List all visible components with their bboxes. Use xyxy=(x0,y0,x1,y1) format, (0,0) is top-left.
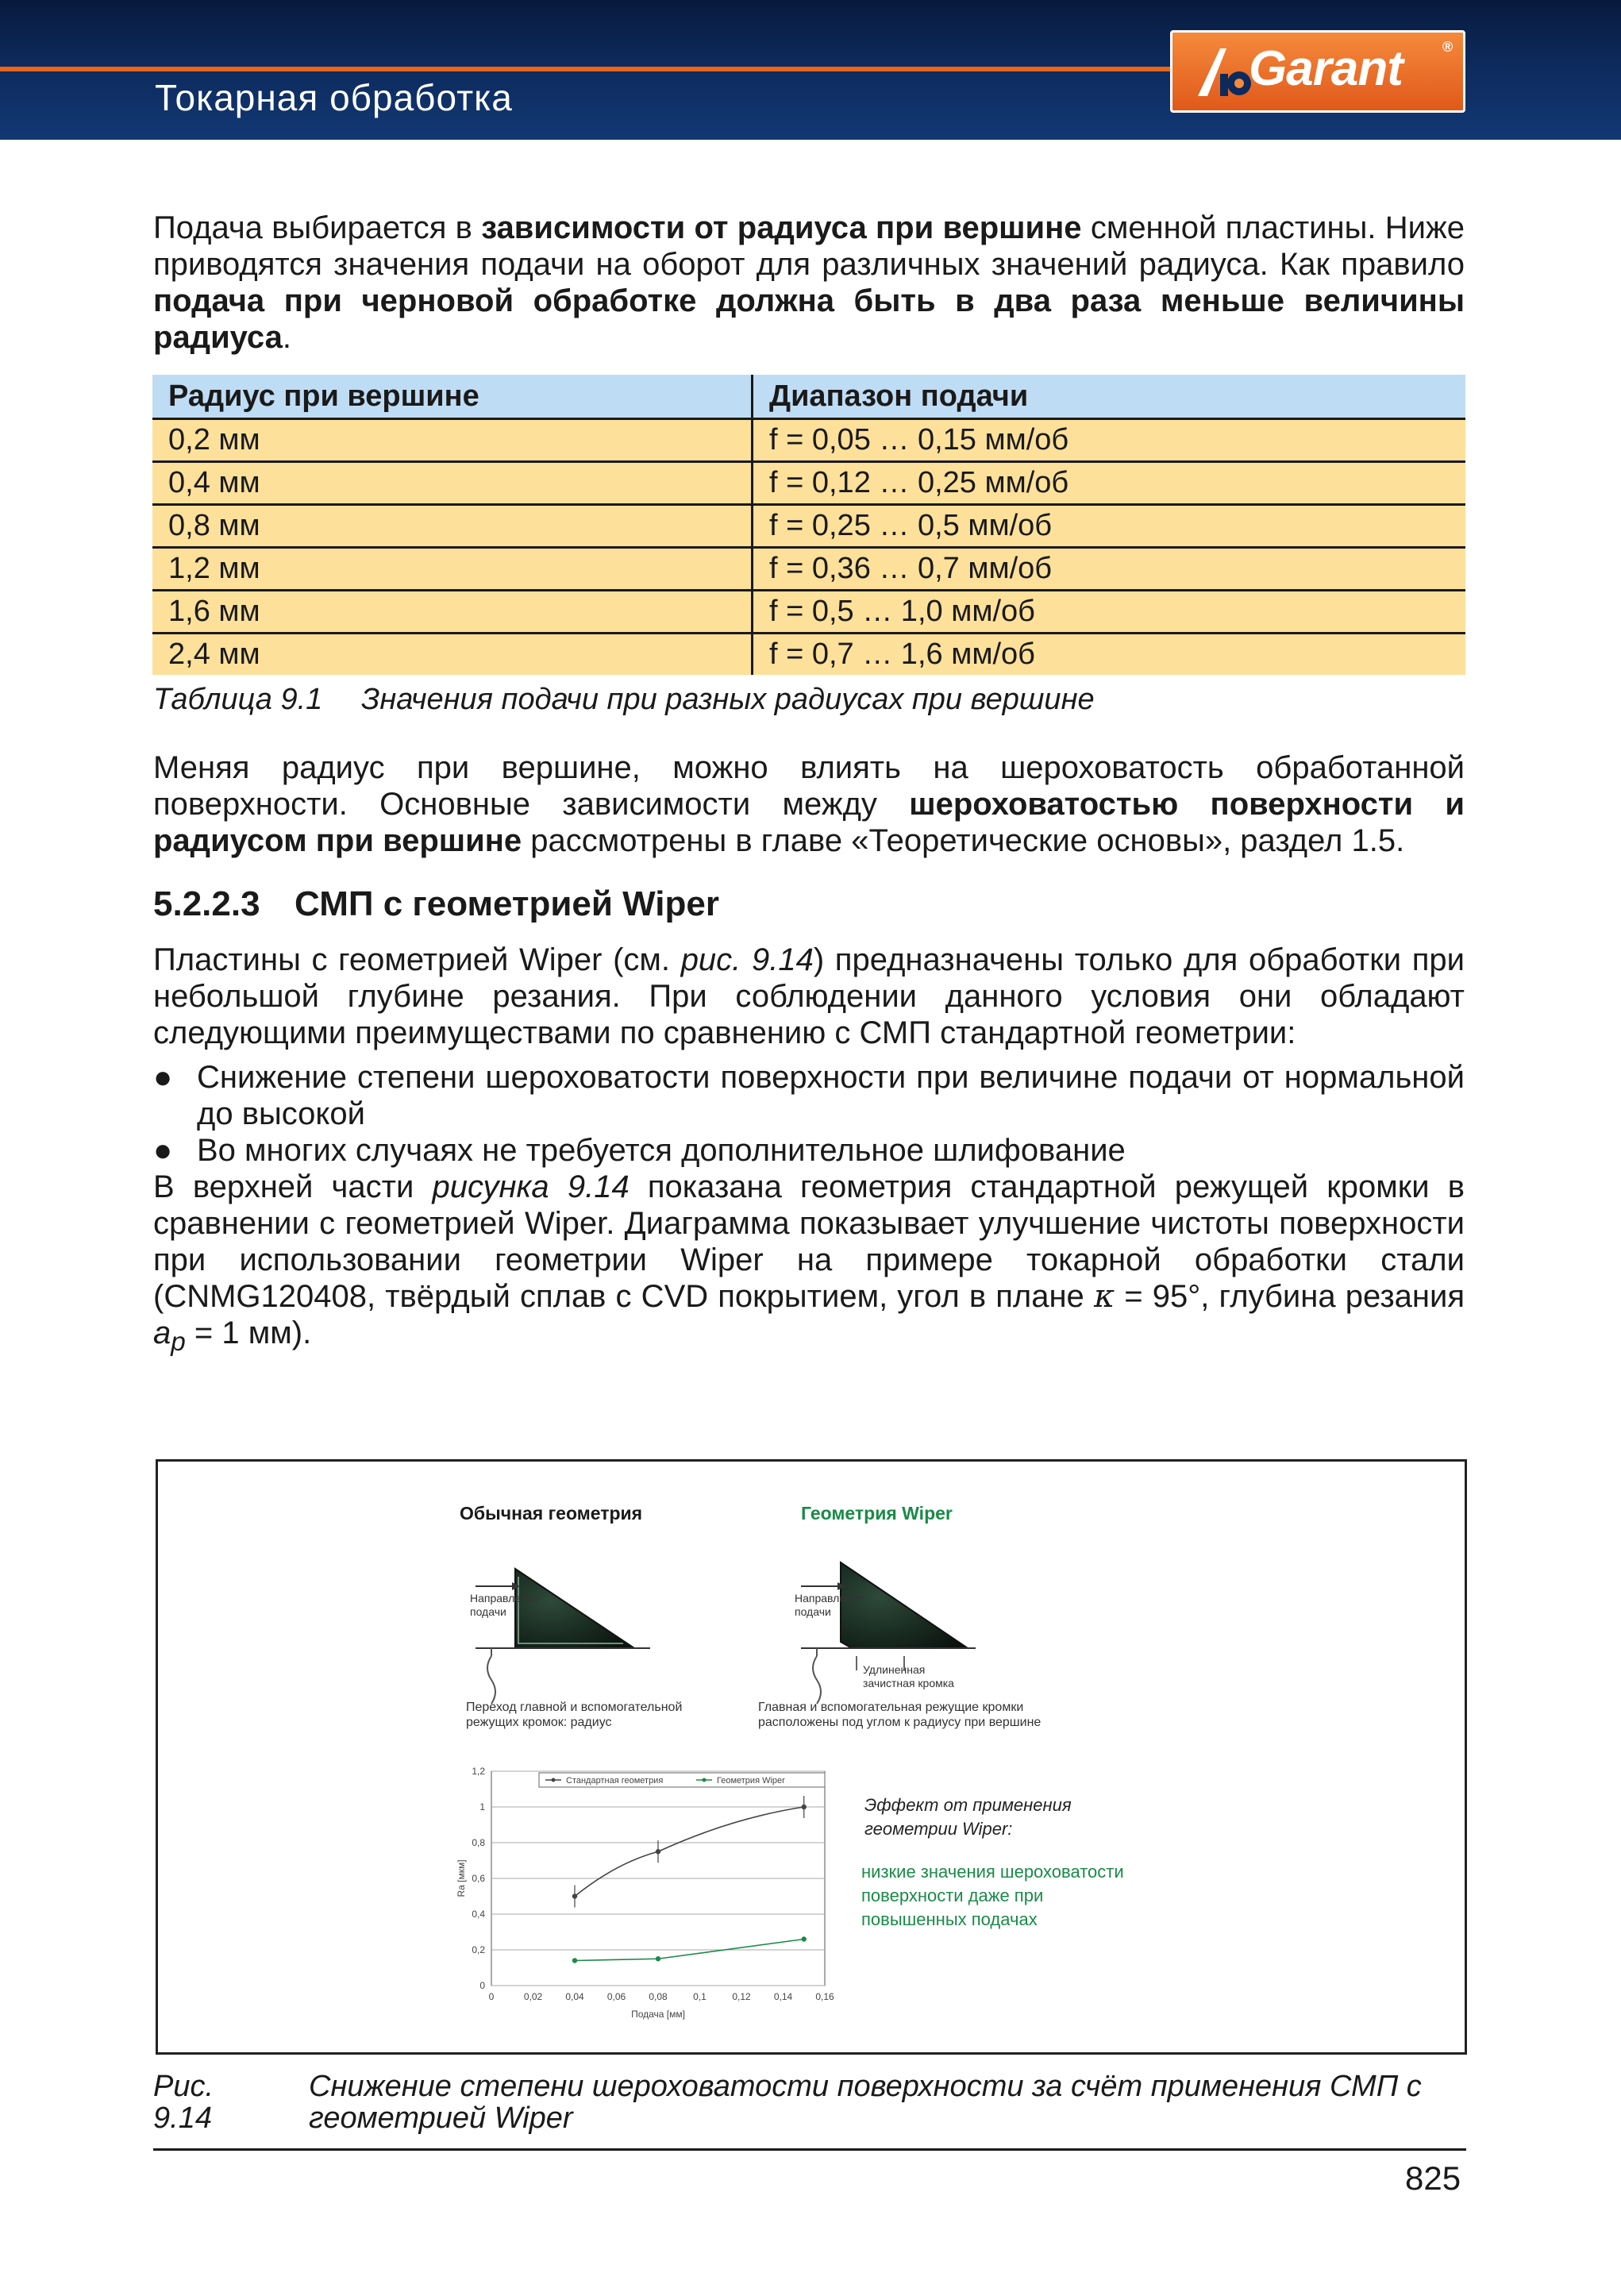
table-row xyxy=(152,634,1465,676)
page-number: 825 xyxy=(1405,2159,1461,2197)
intro-paragraph xyxy=(153,210,1465,356)
table-row xyxy=(152,419,1465,462)
table-row xyxy=(152,505,1465,548)
chart-x-axis-label: Подача [мм] xyxy=(631,2009,685,2020)
feed-cell: f = 0,05 … 0,15 мм/об xyxy=(753,419,1466,462)
para2-text-1: Меняя радиус при вершине, можно влиять на шероховатость обработанной поверхности. Основные зависимости между xyxy=(153,750,1465,822)
chart-legend-marker xyxy=(552,1778,556,1782)
chart-grid xyxy=(491,1771,825,1986)
table-row xyxy=(152,548,1465,591)
table-row xyxy=(152,462,1465,505)
feed-cell: f = 0,25 … 0,5 мм/об xyxy=(753,505,1466,548)
list-item xyxy=(153,1132,1465,1169)
chart-x-tick-label: 0,1 xyxy=(693,1991,707,2002)
intro-text-2: сменной пластины. Ниже приводятся значения подачи на оборот для различных значений радиуса. Как правило xyxy=(153,210,1465,282)
kappa-symbol: κ xyxy=(1093,1278,1115,1315)
table-caption-number: Таблица 9.1 xyxy=(153,683,323,716)
bullet-icon: ● xyxy=(153,1060,173,1095)
chart-y-axis-label: Ra [мкм] xyxy=(456,1859,467,1897)
para3-text-1: Пластины с геометрией Wiper (см. xyxy=(153,942,681,977)
standard-geometry-caption: Переход главной и вспомогательной режущих кромок: радиус xyxy=(466,1701,683,1729)
chart-legend-marker xyxy=(703,1778,707,1782)
para4-text-4: = 1 мм). xyxy=(185,1316,312,1350)
chart-description-paragraph xyxy=(153,1169,1465,1361)
figure-caption-text: Снижение степени шероховатости поверхности за счёт применения СМП с геометрией Wiper xyxy=(309,2070,1422,2135)
section-title: СМП с геометрией Wiper xyxy=(295,884,719,923)
chart-legend-label: Геометрия Wiper xyxy=(717,1776,785,1786)
feed-cell: f = 0,12 … 0,25 мм/об xyxy=(753,462,1466,505)
table-header-cell: Радиус при вершине xyxy=(152,375,753,419)
chart-x-tick-label: 0,12 xyxy=(732,1991,751,2002)
chart-data-point xyxy=(802,1936,807,1941)
list-item xyxy=(153,1059,1465,1132)
table-header-cell: Диапазон подачи xyxy=(753,375,1466,419)
radius-cell: 0,4 мм xyxy=(152,462,753,505)
para4-text-3: = 95°, глубина резания xyxy=(1115,1279,1465,1314)
intro-bold-1: зависимости от радиуса при вершине xyxy=(481,210,1082,245)
figure-reference: рис. 9.14 xyxy=(680,942,814,977)
radius-cell: 0,2 мм xyxy=(152,419,753,462)
radius-cell: 0,8 мм xyxy=(152,505,753,548)
figure-9-14 xyxy=(156,1459,1467,2055)
effect-description: низкие значения шероховатости поверхности даже при повышенных подачах xyxy=(861,1862,1124,1929)
section-number: 5.2.2.3 xyxy=(153,884,260,923)
standard-geometry-title: Обычная геометрия xyxy=(460,1503,643,1524)
chart-x-tick-label: 0,08 xyxy=(649,1991,668,2002)
garant-logo xyxy=(1170,30,1465,113)
wiper-feed-direction-label: Направление подачи xyxy=(795,1592,864,1618)
para4-text-1: В верхней части xyxy=(153,1169,433,1204)
wiper-intro-paragraph xyxy=(153,942,1465,1051)
para4-text-2: показана геометрия стандартной режущей кромки в сравнении с геометрией Wiper. Диаграмма показывает улучшение чистоты поверхности при использовании геометрии Wiper на примере токарной обработки стали (CNMG120408, твёрдый сплав с CVD покрытием, угол в плане xyxy=(153,1169,1465,1314)
roughness-paragraph xyxy=(153,749,1465,859)
chart-data-point xyxy=(572,1958,577,1963)
radius-cell: 1,6 мм xyxy=(152,591,753,634)
wiper-edge-label: Удлиненная зачистная кромка xyxy=(863,1663,954,1689)
chart-y-tick-label: 1 xyxy=(479,1801,485,1813)
feed-cell: f = 0,7 … 1,6 мм/об xyxy=(753,634,1466,676)
feed-cell: f = 0,5 … 1,0 мм/об xyxy=(753,591,1466,634)
ap-symbol: a xyxy=(153,1316,171,1350)
table-caption xyxy=(153,683,1095,717)
chart-x-tick-label: 0,06 xyxy=(606,1991,626,2002)
standard-insert-illustration xyxy=(460,1537,761,1720)
chart-y-tick-label: 0,4 xyxy=(472,1909,485,1920)
chapter-title: Токарная обработка xyxy=(155,77,513,118)
chart-y-tick-label: 0,2 xyxy=(472,1944,485,1955)
wiper-geometry-caption: Главная и вспомогательная режущие кромки расположены под углом к радиусу при вершине xyxy=(758,1701,1042,1729)
chart-y-tick-label: 1,2 xyxy=(472,1766,485,1777)
figure-reference: рисунка 9.14 xyxy=(432,1169,630,1204)
page-header xyxy=(0,0,1621,140)
feed-table xyxy=(152,375,1465,675)
chart-series-line xyxy=(575,1807,804,1897)
para2-text-2: рассмотрены в главе «Теоретические основы», раздел 1.5. xyxy=(522,823,1405,858)
feed-cell: f = 0,36 … 0,7 мм/об xyxy=(753,548,1466,591)
chart-series xyxy=(572,1796,807,1963)
table-header-row xyxy=(152,375,1465,419)
chart-y-tick-label: 0 xyxy=(479,1980,485,1991)
chart-legend-label: Стандартная геометрия xyxy=(566,1776,664,1786)
intro-bold-2: подача при черновой обработке должна быть в два раза меньше величины радиуса xyxy=(153,283,1465,355)
chart-legend xyxy=(539,1773,825,1787)
chart-data-point xyxy=(656,1956,660,1961)
logo-text: Garant xyxy=(1249,41,1403,96)
chart-y-tick-label: 0,8 xyxy=(472,1837,485,1848)
table-caption-text: Значения подачи при разных радиусах при вершине xyxy=(361,683,1095,716)
list-item-text: Во многих случаях не требуется дополнительное шлифование xyxy=(197,1133,1126,1168)
chart-x-tick-label: 0 xyxy=(488,1991,495,2002)
radius-cell: 1,2 мм xyxy=(152,548,753,591)
effect-title: Эффект от применения геометрии Wiper: xyxy=(864,1795,1072,1839)
registered-mark: ® xyxy=(1442,39,1454,55)
figure-caption-number: Рис. 9.14 xyxy=(153,2070,214,2135)
wiper-geometry-title: Геометрия Wiper xyxy=(801,1503,953,1524)
bullet-icon: ● xyxy=(153,1133,173,1168)
para2-bold-1: шероховатостью поверхности и радиусом при вершине xyxy=(153,787,1465,858)
footer-rule xyxy=(153,2148,1466,2151)
wiper-insert-illustration xyxy=(785,1537,1087,1720)
chart-y-ticks xyxy=(472,1766,485,1991)
chart-x-ticks xyxy=(489,1991,834,2002)
garant-logo-icon xyxy=(1193,44,1257,101)
ap-subscript: p xyxy=(171,1327,186,1357)
header-accent-line xyxy=(0,67,1173,71)
chart-x-tick-label: 0,16 xyxy=(815,1991,834,2002)
list-item-text: Снижение степени шероховатости поверхности при величине подачи от нормальной до высокой xyxy=(197,1060,1465,1131)
intro-text-3: . xyxy=(282,320,292,355)
chart-x-tick-label: 0,04 xyxy=(565,1991,584,2002)
intro-text-1: Подача выбирается в xyxy=(153,210,482,245)
radius-cell: 2,4 мм xyxy=(152,634,753,676)
chart-y-tick-label: 0,6 xyxy=(472,1873,485,1884)
chart-x-tick-label: 0,14 xyxy=(773,1991,793,2002)
standard-feed-direction-label: Направление подачи xyxy=(470,1592,540,1618)
table-row xyxy=(152,591,1465,634)
section-heading xyxy=(153,884,719,924)
para3-text-2: ) предназначены только для обработки при небольшой глубине резания. При соблюдении данного условия они обладают следующими преимуществами по сравнению с СМП стандартной геометрии: xyxy=(153,942,1465,1050)
chart-x-tick-label: 0,02 xyxy=(523,1991,543,2002)
